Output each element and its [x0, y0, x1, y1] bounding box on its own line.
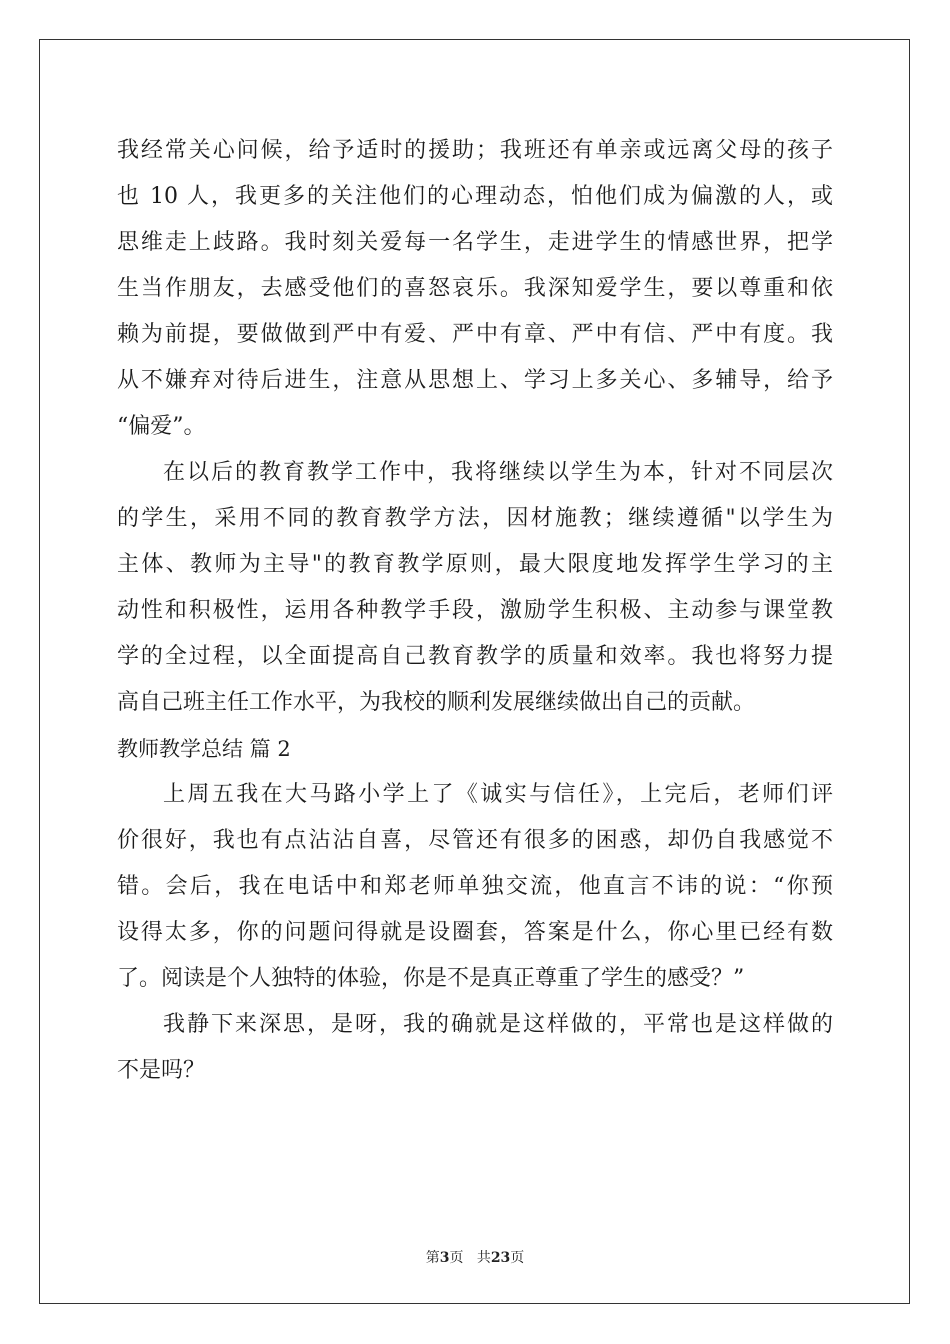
- text-line: 我静下来深思，是呀，我的确就是这样做的，平常也是这样做的: [163, 1012, 833, 1037]
- text-line: 上周五我在大马路小学上了《诚实与信任》，上完后，老师们评: [163, 782, 833, 807]
- page-number: 3: [439, 1250, 450, 1266]
- text-line: 动性和积极性，运用各种教学手段，激励学生积极、主动参与课堂教: [117, 598, 833, 623]
- text-line: 学的全过程，以全面提高自己教育教学的质量和效率。我也将努力提: [117, 644, 833, 669]
- page-footer: [0, 1247, 950, 1267]
- text-line: 价很好，我也有点沾沾自喜，尽管还有很多的困惑，却仍自我感觉不: [117, 828, 833, 853]
- text-line: 生当作朋友，去感受他们的喜怒哀乐。我深知爱学生，要以尊重和依: [117, 276, 833, 301]
- total-pages: 23: [490, 1250, 511, 1266]
- total-suffix: 页: [510, 1250, 525, 1266]
- paragraph: [117, 128, 833, 450]
- text-line: 的学生，采用不同的教育教学方法，因材施教；继续遵循"以学生为: [117, 506, 833, 531]
- text-line: 也 10 人，我更多的关注他们的心理动态，怕他们成为偏激的人，或: [117, 184, 833, 209]
- document-body: [117, 128, 833, 1094]
- total-prefix: 共: [476, 1250, 491, 1266]
- text-line: 错。会后，我在电话中和郑老师单独交流，他直言不讳的说：“你预: [117, 874, 833, 899]
- text-line: 高自己班主任工作水平，为我校的顺利发展继续做出自己的贡献。: [117, 690, 756, 715]
- paragraph: [117, 450, 833, 726]
- page-suffix: 页: [449, 1250, 464, 1266]
- text-line: 从不嫌弃对待后进生，注意从思想上、学习上多关心、多辅导，给予: [117, 368, 833, 393]
- text-line: 赖为前提，要做做到严中有爱、严中有章、严中有信、严中有度。我: [117, 322, 833, 347]
- text-line: 在以后的教育教学工作中，我将继续以学生为本，针对不同层次: [163, 460, 833, 485]
- text-line: 我经常关心问候，给予适时的援助；我班还有单亲或远离父母的孩子: [117, 138, 833, 163]
- paragraph: [117, 772, 833, 1002]
- page-prefix: 第: [425, 1250, 440, 1266]
- text-line: 不是吗？: [117, 1058, 206, 1083]
- text-line: 主体、教师为主导"的教育教学原则，最大限度地发挥学生学习的主: [117, 552, 833, 577]
- text-line: 设得太多，你的问题问得就是设圈套，答案是什么，你心里已经有数: [117, 920, 833, 945]
- paragraph: [117, 1002, 833, 1094]
- text-line: “偏爱”。: [117, 414, 206, 439]
- text-line: 了。阅读是个人独特的体验，你是不是真正尊重了学生的感受？”: [117, 966, 745, 991]
- section-heading: 教师教学总结 篇 2: [117, 737, 291, 761]
- text-line: 思维走上歧路。我时刻关爱每一名学生，走进学生的情感世界，把学: [117, 230, 833, 255]
